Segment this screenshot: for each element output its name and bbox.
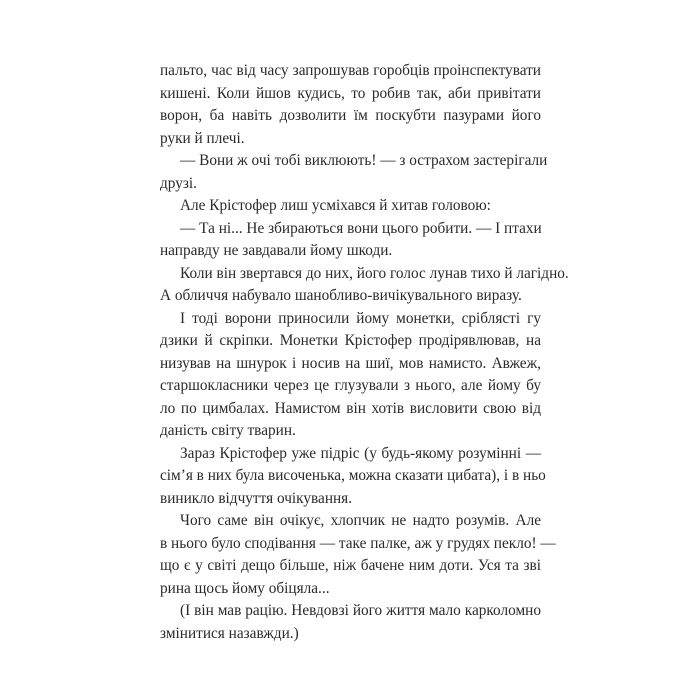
text-line: даність світу тварин. [160,422,296,439]
text-line: ло по цимбалах. Намистом він хотів висловити свою від [160,399,541,417]
text-line: ворон, ба навіть дозволити їм поскубти пазурами його [160,107,541,124]
text-line: Чого саме він очікує, хлопчик не надто розумів. Але [180,512,541,529]
text-line: виникло відчуття очікування. [160,489,353,507]
text-line: Коли він звертався до них, його голос лунав тихо й лагідно. [180,264,569,282]
text-line: Але Крістофер лиш усміхався й хитав головою: [180,197,491,214]
text-line: (І він мав рацію. Невдовзі його життя мало карколомно [180,602,541,619]
text-line: — Та ні... Не збираються вони цього робити. — І птахи [180,219,542,237]
text-line: друзі. [160,174,197,192]
page-text [160,60,569,645]
text-line: низував на шнурок і носив на шиї, мов намисто. Авжеж, [160,354,541,372]
text-line: в нього було сподівання — таке палке, аж у грудях пекло! — [160,534,556,552]
text-line: старшокласники через це глузували з нього, але йому бу [160,377,541,394]
text-line: дзики й скріпки. Монетки Крістофер продірявлював, на [160,332,541,349]
text-line: Зараз Крістофер уже підріс (у будь-якому розумінні — [180,444,541,462]
text-line: кишені. Коли йшов кудись, то робив так, аби привітати [160,84,541,102]
text-line: пальто, час від часу запрошував горобців проінспектувати [160,62,541,79]
text-line: рина щось йому обіцяла... [160,579,330,597]
text-line: А обличчя набувало шанобливо-вичікувального виразу. [160,287,522,304]
text-line: що є у світі дещо більше, ніж бачене ним доти. Уся та зві [160,557,541,574]
text-line: І тоді ворони приносили йому монетки, сріблясті гу [180,309,541,327]
text-line: руки й плечі. [160,129,245,147]
text-line: сім’я в них була височенька, можна сказати цибата), і в ньо [160,467,546,484]
text-line: змінитися назавжди.) [160,624,299,642]
text-line: направду не завдавали йому шкоди. [160,242,393,259]
text-line: — Вони ж очі тобі виклюють! — з острахом застерігали [180,152,548,169]
